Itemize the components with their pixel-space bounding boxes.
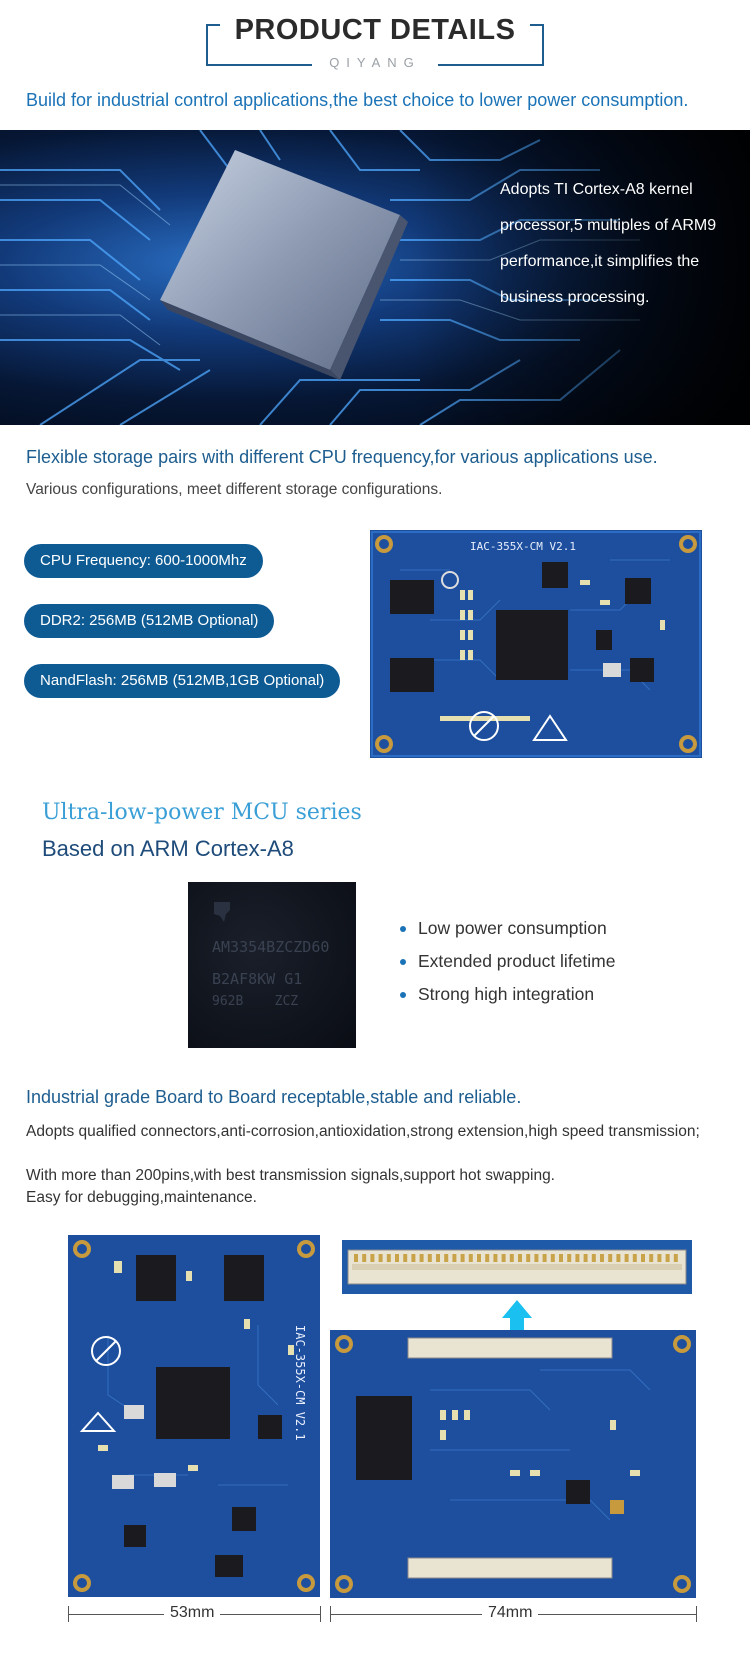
connector-pin — [461, 1254, 465, 1262]
connector-pin — [600, 1254, 604, 1262]
spec-pill-ddr2: DDR2: 256MB (512MB Optional) — [24, 604, 274, 638]
dimension-tick — [320, 1606, 321, 1622]
chip-marking-line-2: B2AF8KW G1 — [212, 970, 303, 988]
feature-item: Strong high integration — [398, 984, 615, 1005]
hero-description: Adopts TI Cortex-A8 kernel processor,5 multiples of ARM9 performance,it simplifies the business processing. — [500, 181, 717, 306]
board-silkscreen-label-vertical: IAC-355X-CM V2.1 — [293, 1325, 307, 1441]
connector-pin — [608, 1254, 612, 1262]
connector-pin — [411, 1254, 415, 1262]
chip-marking-line-3: 962B ZCZ — [212, 994, 299, 1009]
ti-logo-icon — [212, 900, 234, 924]
connector-pin — [428, 1254, 432, 1262]
connector-pin — [518, 1254, 522, 1262]
connector-pin — [510, 1254, 514, 1262]
connectors-heading: Industrial grade Board to Board receptable,stable and reliable. — [26, 1087, 522, 1107]
mcu-subtitle: Based on ARM Cortex-A8 — [42, 836, 294, 861]
mcu-title: Ultra-low-power MCU series — [42, 800, 362, 825]
board-silkscreen-label: IAC-355X-CM V2.1 — [470, 540, 576, 553]
mcu-feature-list — [398, 918, 615, 1017]
connector-pin — [534, 1254, 538, 1262]
storage-subheading: Various configurations, meet different storage configurations. — [26, 481, 443, 498]
processor-chip-image — [188, 882, 356, 1048]
connector-pin — [403, 1254, 407, 1262]
connector-pin — [485, 1254, 489, 1262]
tagline: Build for industrial control applications,the best choice to lower power consumption. — [26, 90, 689, 110]
dimension-tick — [696, 1606, 697, 1622]
connector-pin — [469, 1254, 473, 1262]
connector-pin — [641, 1254, 645, 1262]
connector-pin — [477, 1254, 481, 1262]
board-top-image — [370, 530, 702, 758]
connector-pin — [625, 1254, 629, 1262]
connector-pin — [616, 1254, 620, 1262]
connector-pin — [395, 1254, 399, 1262]
feature-item: Low power consumption — [398, 918, 615, 939]
connector-pin — [370, 1254, 374, 1262]
connector-pin — [551, 1254, 555, 1262]
connector-pin — [354, 1254, 358, 1262]
spec-pill-nandflash: NandFlash: 256MB (512MB,1GB Optional) — [24, 664, 340, 698]
connector-pin — [559, 1254, 563, 1262]
board-connector-side-image — [330, 1330, 696, 1598]
connector-pin — [493, 1254, 497, 1262]
connectors-paragraph-3: Easy for debugging,maintenance. — [26, 1189, 257, 1206]
connectors-paragraph-2: With more than 200pins,with best transmission signals,support hot swapping. — [26, 1167, 555, 1184]
connector-pin — [379, 1254, 383, 1262]
connector-closeup-image — [342, 1240, 692, 1294]
connector-pin — [567, 1254, 571, 1262]
connector-pin — [666, 1254, 670, 1262]
connector-pin — [592, 1254, 596, 1262]
connector-pin — [436, 1254, 440, 1262]
storage-heading: Flexible storage pairs with different CPU frequency,for various applications use. — [26, 447, 658, 467]
connector-pin — [633, 1254, 637, 1262]
connector-pin — [502, 1254, 506, 1262]
connector-pin — [575, 1254, 579, 1262]
connectors-paragraph-1: Adopts qualified connectors,anti-corrosion,antioxidation,strong extension,high speed transmission; — [26, 1123, 700, 1140]
connector-pin — [420, 1254, 424, 1262]
spec-pill-cpu: CPU Frequency: 600-1000Mhz — [24, 544, 263, 578]
connector-pin — [584, 1254, 588, 1262]
connector-pin — [526, 1254, 530, 1262]
feature-item: Extended product lifetime — [398, 951, 615, 972]
connector-pin — [649, 1254, 653, 1262]
board-bottom-view-image — [68, 1235, 320, 1597]
connector-pin — [543, 1254, 547, 1262]
connector-pin — [444, 1254, 448, 1262]
dimension-label-53mm: 53mm — [164, 1604, 220, 1622]
chip-marking-line-1: AM3354BZCZD60 — [212, 938, 330, 956]
connector-pin — [452, 1254, 456, 1262]
connector-pin — [362, 1254, 366, 1262]
brand-subtitle: QIYANG — [329, 55, 421, 70]
connector-pin — [387, 1254, 391, 1262]
page-title: PRODUCT DETAILS — [234, 14, 516, 46]
connector-pin — [657, 1254, 661, 1262]
dimension-label-74mm: 74mm — [482, 1604, 538, 1622]
connector-pin — [674, 1254, 678, 1262]
